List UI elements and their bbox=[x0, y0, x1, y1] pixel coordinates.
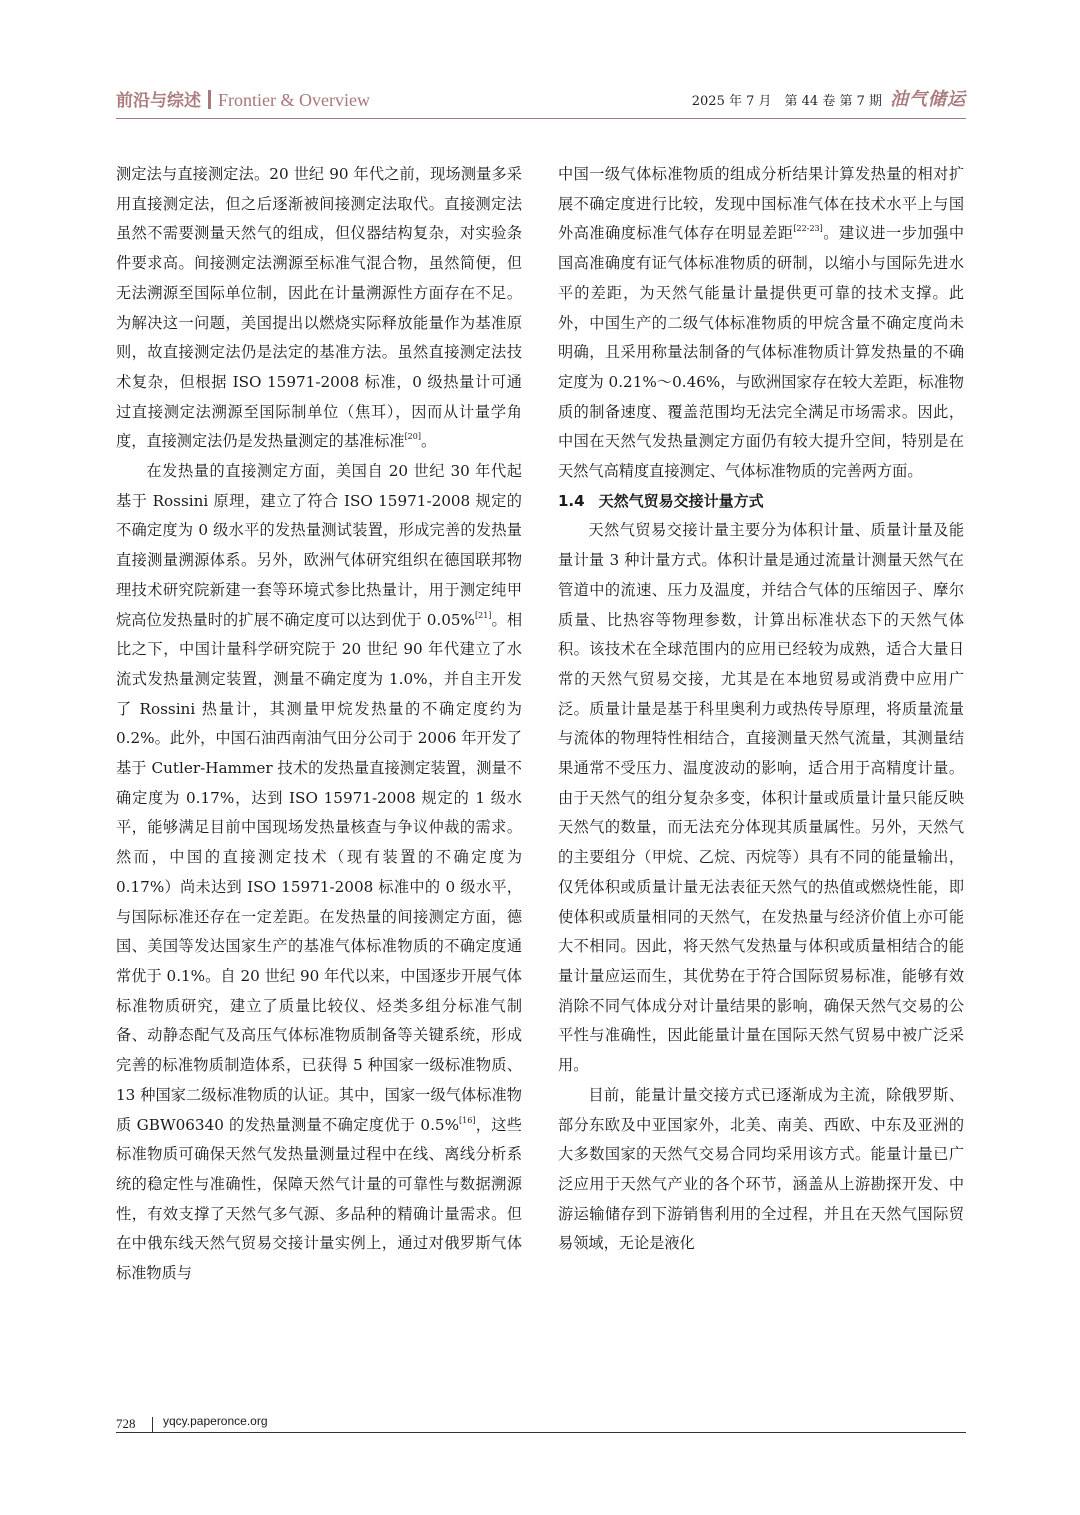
issue-text: 2025 年 7 月 第 44 卷 第 7 期 bbox=[691, 94, 882, 109]
footer-rule bbox=[116, 1432, 966, 1433]
footer-divider bbox=[152, 1417, 153, 1432]
issue-info bbox=[692, 86, 966, 116]
paragraph-continued: 测定法与直接测定法。20 世纪 90 年代之前，现场测量多采用直接测定法，但之后逐渐被间接测定法取代。直接测定法虽然不需要测量天然气的组成，但仪器结构复杂，对实验条件要求高。间接测定法溯源至标准气混合物，虽然简便，但无法溯源至国际单位制，因此在计量溯源性方面存在不足。为解决这一问题，美国提出以燃烧实际释放能量作为基准原则，故直接测定法仍是法定的基准方法。虽然直接测定法技术复杂，但根据 ISO 15971-2008 标准，0 级热量计可通过直接测定法溯源至国际制单位（焦耳），因而从计量学角度，直接测定法仍是发热量测定的基准标准[20]。 bbox=[116, 165, 522, 451]
citation-ref: [22-23] bbox=[793, 224, 823, 234]
section-label bbox=[116, 86, 370, 115]
section-separator bbox=[208, 90, 211, 109]
section-number: 1.4 bbox=[558, 491, 585, 510]
paragraph-continued: 中国一级气体标准物质的组成分析结果计算发热量的相对扩展不确定度进行比较，发现中国标准气体在技术水平上与国外高准确度标准气体存在明显差距[22-23]。建议进一步加强中国高准确度有证气体标准物质的研制，以缩小与国际先进水平的差距，为天然气能量计量提供更可靠的技术支撑。此外，中国生产的二级气体标准物质的甲烷含量不确定度尚未明确，且采用称量法制备的气体标准物质计算发热量的不确定度为 0.21%～0.46%，与欧洲国家存在较大差距，标准物质的制备速度、覆盖范围均无法完全满足市场需求。因此，中国在天然气发热量测定方面仍有较大提升空间，特别是在天然气高精度直接测定、气体标准物质的完善两方面。 bbox=[558, 165, 965, 481]
section-heading-title: 天然气贸易交接计量方式 bbox=[598, 491, 764, 510]
section-title-cn: 前沿与综述 bbox=[116, 91, 201, 111]
section-heading bbox=[558, 487, 964, 517]
page-number: 728 bbox=[116, 1416, 136, 1431]
paragraph: 在发热量的直接测定方面，美国自 20 世纪 30 年代起基于 Rossini 原理，建立了符合 ISO 15971-2008 规定的不确定度为 0 级水平的发热量测试装置，形成完善的发热量直接测量溯源体系。另外，欧洲气体研究组织在德国联邦物理技术研究院新建一套等环境式参比热量计，用于测定纯甲烷高位发热量时的扩展不确定度可以达到优于 0.05%[21]。相比之下，中国计量科学研究院于 20 世纪 90 年代建立了水流式发热量测定装置，测量不确定度为 1.0%，并自主开发了 Rossini 热量计，其测量甲烷发热量的不确定度约为 0.2%。此外，中国石油西南油气田分公司于 2006 年开发了基于 Cutler-Hammer 技术的发热量直接测定装置，测量不确定度为 0.17%，达到 ISO 15971-2008 规定的 1 级水平，能够满足目前中国现场发热量核查与争议仲裁的需求。然而，中国的直接测定技术（现有装置的不确定度为 0.17%）尚未达到 ISO 15971-2008 标准中的 0 级水平，与国际标准还存在一定差距。在发热量的间接测定方面，德国、美国等发达国家生产的基准气体标准物质的不确定度通常优于 0.1%。自 20 世纪 90 年代以来，中国逐步开展气体标准物质研究，建立了质量比较仪、烃类多组分标准气制备、动静态配气及高压气体标准物质制备等关键系统，形成完善的标准物质制造体系，已获得 5 种国家一级标准物质、13 种国家二级标准物质的认证。其中，国家一级气体标准物质 GBW06340 的发热量测量不确定度优于 0.5%[16]，这些标准物质可确保天然气发热量测量过程中在线、离线分析系统的稳定性与准确性，保障天然气计量的可靠性与数据溯源性，有效支撑了天然气多气源、多品种的精确计量需求。但在中俄东线天然气贸易交接计量实例上，通过对俄罗斯气体标准物质与 bbox=[116, 462, 523, 1283]
paragraph: 目前，能量计量交接方式已逐渐成为主流，除俄罗斯、部分东欧及中亚国家外，北美、南美、西欧、中东及亚洲的大多数国家的天然气交易合同均采用该方式。能量计量已广泛应用于天然气产业的各个环节，涵盖从上游勘探开发、中游运输储存到下游销售利用的全过程，并且在天然气国际贸易领域，无论是液化 bbox=[558, 1085, 964, 1253]
running-header bbox=[116, 86, 966, 116]
header-rule bbox=[116, 118, 966, 119]
section-title-en: Frontier & Overview bbox=[218, 90, 370, 110]
journal-website: yqcy.paperonce.org bbox=[163, 1414, 268, 1428]
paragraph: 天然气贸易交接计量主要分为体积计量、质量计量及能量计量 3 种计量方式。体积计量是通过流量计测量天然气在管道中的流速、压力及温度，并结合气体的压缩因子、摩尔质量、比热容等物理参数，计算出标准状态下的天然气体积。该技术在全球范围内的应用已经较为成熟，适合大量日常的天然气贸易交接，尤其是在本地贸易或消费中应用广泛。质量计量是基于科里奥利力或热传导原理，将质量流量与流体的物理特性相结合，直接测量天然气流量，其测量结果通常不受压力、温度波动的影响，适合用于高精度计量。由于天然气的组分复杂多变，体积计量或质量计量只能反映天然气的数量，而无法充分体现其质量属性。另外，天然气的主要组分（甲烷、乙烷、丙烷等）具有不同的能量输出，仅凭体积或质量计量无法表征天然气的热值或燃烧性能，即使体积或质量相同的天然气，在发热量与经济价值上亦可能大不相同。因此，将天然气发热量与体积或质量相结合的能量计量应运而生，其优势在于符合国际贸易标准，能够有效消除不同气体成分对计量结果的影响，确保天然气交易的公平性与准确性，因此能量计量在国际天然气贸易中被广泛采用。 bbox=[558, 521, 964, 1075]
citation-ref: [20] bbox=[404, 432, 421, 442]
journal-logo: 油气储运 bbox=[890, 89, 966, 110]
right-column bbox=[558, 160, 964, 1259]
citation-ref: [16] bbox=[459, 1115, 476, 1125]
left-column bbox=[116, 160, 522, 1289]
citation-ref: [21] bbox=[475, 610, 492, 620]
